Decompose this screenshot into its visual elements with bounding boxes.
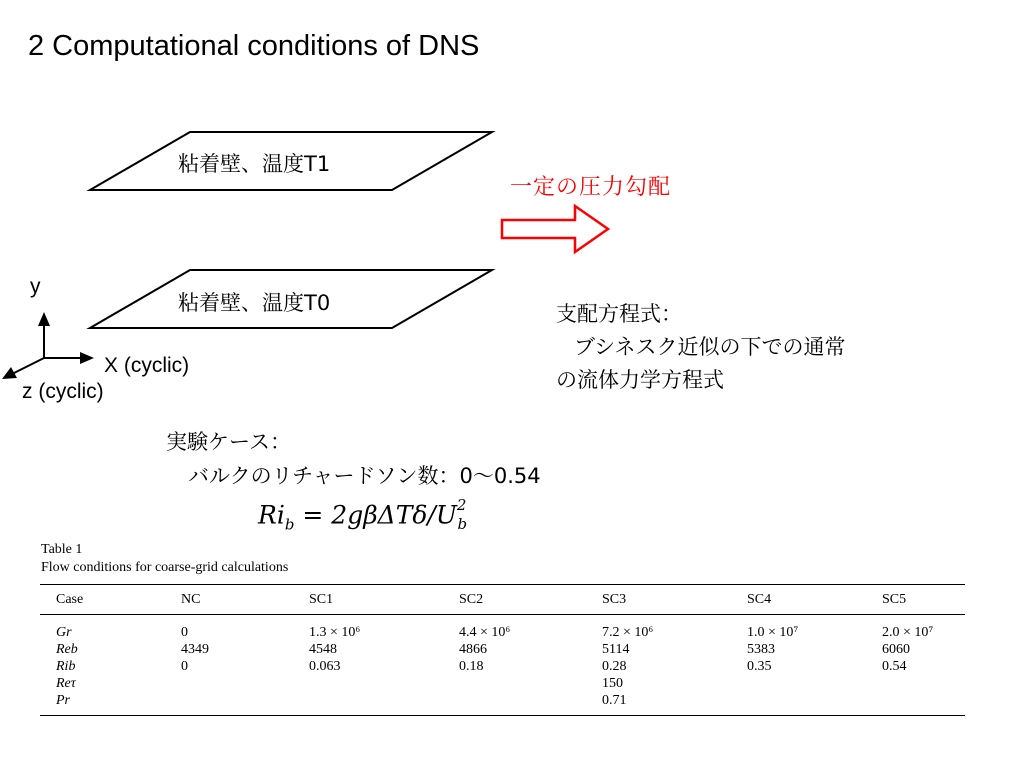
formula-rhs-sup: 2 bbox=[456, 496, 467, 514]
table-cell: 4.4 × 10⁶ bbox=[459, 625, 511, 640]
table-label: Table 1 bbox=[41, 542, 83, 557]
table-cell bbox=[166, 675, 294, 692]
flow-conditions-table bbox=[40, 584, 965, 716]
table-row bbox=[40, 675, 965, 692]
pressure-arrow-icon bbox=[502, 206, 608, 252]
table-cell: 6060 bbox=[882, 642, 910, 657]
table-row-label: Rib bbox=[56, 659, 76, 674]
top-wall-label: 粘着壁、温度T1 bbox=[178, 152, 331, 176]
table-cell: 4866 bbox=[459, 642, 487, 657]
table-row-label: Pr bbox=[40, 692, 166, 716]
table-header-row bbox=[40, 585, 965, 615]
table-cell: 0 bbox=[181, 625, 188, 640]
table-cell bbox=[867, 692, 965, 716]
table-header-cell: SC1 bbox=[294, 585, 444, 615]
table-row bbox=[40, 692, 965, 716]
table-row bbox=[40, 615, 965, 642]
table-cell: 7.2 × 10⁶ bbox=[602, 625, 654, 640]
table-row-label: Gr bbox=[56, 625, 72, 640]
table-cell: 0.18 bbox=[459, 659, 484, 674]
x-axis-arrowhead-icon bbox=[80, 352, 94, 364]
table-cell: 0.71 bbox=[587, 692, 732, 716]
table-header-cell: SC5 bbox=[867, 585, 965, 615]
richardson-formula bbox=[258, 496, 468, 534]
table-cell: 1.0 × 10⁷ bbox=[747, 625, 799, 640]
table-row-label: Reτ bbox=[56, 676, 76, 691]
table-cell bbox=[867, 675, 965, 692]
table-cell: 1.3 × 10⁶ bbox=[309, 625, 361, 640]
table-cell bbox=[732, 675, 867, 692]
table-header-cell: SC3 bbox=[587, 585, 732, 615]
table-cell bbox=[444, 675, 587, 692]
governing-equations-heading: 支配方程式： bbox=[556, 302, 682, 326]
table-header-cell: SC4 bbox=[732, 585, 867, 615]
formula-lhs-sub: b bbox=[284, 515, 295, 534]
table-cell bbox=[444, 692, 587, 716]
table-cell bbox=[294, 675, 444, 692]
experiment-cases-line1: バルクのリチャードソン数：0～0.54 bbox=[188, 464, 541, 488]
formula-rhs-sub: b bbox=[457, 515, 468, 534]
x-axis-label: X (cyclic) bbox=[104, 354, 190, 377]
experiment-cases bbox=[166, 425, 541, 493]
table-cell: 0 bbox=[181, 659, 188, 674]
table-row bbox=[40, 641, 965, 658]
governing-equations bbox=[556, 298, 846, 397]
table-row bbox=[40, 658, 965, 675]
table-cell bbox=[166, 692, 294, 716]
table-cell: 5114 bbox=[602, 642, 630, 657]
table-cell: 0.35 bbox=[747, 659, 772, 674]
experiment-cases-heading: 実験ケース： bbox=[166, 430, 291, 454]
table-cell: 2.0 × 10⁷ bbox=[882, 625, 934, 640]
table-cell: 150 bbox=[602, 676, 623, 691]
formula-rhs: = 2gβΔTδ/U bbox=[302, 500, 457, 530]
table-header-cell: SC2 bbox=[444, 585, 587, 615]
z-axis-label: z (cyclic) bbox=[22, 380, 104, 403]
table-header-cell: Case bbox=[40, 585, 166, 615]
z-axis-line bbox=[12, 358, 44, 374]
table-cell: 4548 bbox=[309, 642, 337, 657]
governing-equations-line2: の流体力学方程式 bbox=[556, 368, 724, 392]
slide-title: 2 Computational conditions of DNS bbox=[28, 30, 480, 62]
bottom-wall-label: 粘着壁、温度T0 bbox=[178, 291, 331, 315]
pressure-gradient-label: 一定の圧力勾配 bbox=[510, 175, 672, 200]
governing-equations-line1: ブシネスク近似の下での通常 bbox=[574, 335, 846, 359]
y-axis-arrowhead-icon bbox=[38, 312, 50, 326]
table-cell: 0.28 bbox=[602, 659, 627, 674]
y-axis-label: y bbox=[30, 275, 41, 298]
table-cell: 0.063 bbox=[309, 659, 341, 674]
table-cell: 5383 bbox=[747, 642, 775, 657]
formula-lhs: Ri bbox=[258, 500, 285, 530]
table-caption bbox=[41, 541, 288, 577]
table-cell bbox=[732, 692, 867, 716]
table-header-cell: NC bbox=[166, 585, 294, 615]
table-cell bbox=[294, 692, 444, 716]
table-cell: 4349 bbox=[181, 642, 209, 657]
table-cell: 0.54 bbox=[882, 659, 907, 674]
table-caption-text: Flow conditions for coarse-grid calculations bbox=[41, 560, 289, 575]
table-row-label: Reb bbox=[56, 642, 78, 657]
